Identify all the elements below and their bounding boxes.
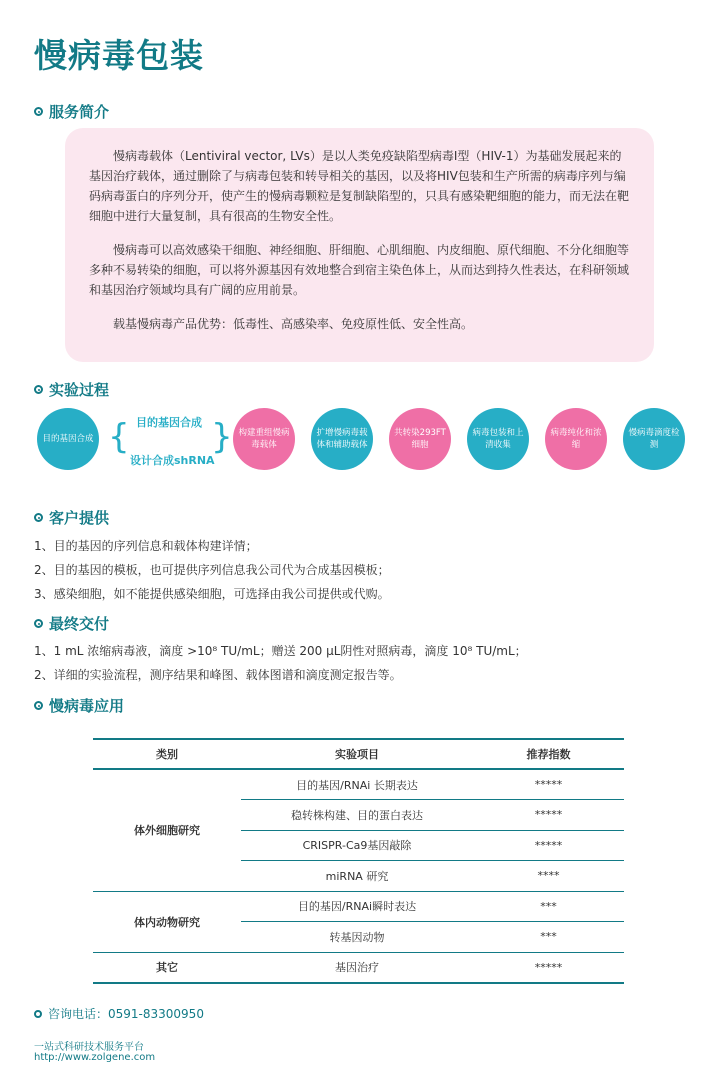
list-item: 1、1 mL 浓缩病毒液，滴度 >10⁸ TU/mL；赠送 200 µL阴性对照病毒，滴度 10⁸ TU/mL； — [34, 644, 527, 658]
table-item: CRISPR-Ca9基因敲除 — [241, 830, 473, 861]
list-item: 2、目的基因的模板，也可提供序列信息我公司代为合成基因模板； — [34, 563, 390, 577]
table-rating: ***** — [473, 800, 624, 831]
table-rating: ***** — [473, 952, 624, 983]
section-service — [34, 101, 109, 122]
section-title: 最终交付 — [49, 615, 110, 633]
footer-url[interactable]: http://www.zolgene.com — [34, 1052, 156, 1063]
table-category: 其它 — [93, 952, 241, 983]
section-title: 慢病毒应用 — [49, 697, 125, 715]
flow-step-1: 目的基因合成 — [37, 408, 99, 470]
table-row — [93, 891, 624, 922]
table-row — [93, 769, 624, 800]
table-header: 实验项目 — [241, 739, 473, 769]
section-title: 服务简介 — [49, 103, 110, 121]
list-item: 1、目的基因的序列信息和载体构建详情； — [34, 539, 258, 553]
flow-step-2: 构建重组慢病毒载体 — [233, 408, 295, 470]
bullet-icon — [34, 701, 43, 710]
list-item: 3、感染细胞，如不能提供感染细胞，可选择由我公司提供或代购。 — [34, 587, 390, 601]
bullet-icon — [34, 513, 43, 522]
table-rating: ***** — [473, 830, 624, 861]
brace-right-icon: } — [211, 417, 233, 457]
section-title: 客户提供 — [49, 509, 110, 527]
section-customer — [34, 507, 109, 528]
bullet-icon — [34, 1010, 42, 1018]
table-category: 体内动物研究 — [93, 891, 241, 952]
section-process — [34, 379, 109, 400]
table-rating: *** — [473, 891, 624, 922]
contact-phone: 咨询电话：0591-83300950 — [48, 1007, 204, 1021]
table-rating: ***** — [473, 769, 624, 800]
table-header: 推荐指数 — [473, 739, 624, 769]
flow-step-6: 病毒纯化和浓缩 — [545, 408, 607, 470]
intro-paragraph: 慢病毒载体（Lentiviral vector, LVs）是以人类免疫缺陷型病毒I型（HIV-1）为基础发展起来的基因治疗载体，通过删除了与病毒包装和转导相关的基因，以及将HIV包装和生产所需的病毒序列与编码病毒蛋白的序列分开，使产生的慢病毒颗粒是复制缺陷型的，只具有感染靶细胞的能力，而无法在靶细胞中进行大量复制，具有很高的生物安全性。 — [89, 149, 630, 223]
table-row — [93, 952, 624, 983]
table-item: 稳转株构建、目的蛋白表达 — [241, 800, 473, 831]
flow-step-7: 慢病毒滴度检测 — [623, 408, 685, 470]
section-application — [34, 695, 124, 716]
table-category: 体外细胞研究 — [93, 769, 241, 891]
table-item: 转基因动物 — [241, 922, 473, 953]
flow-step-4: 共转染293FT细胞 — [389, 408, 451, 470]
footer-slogan: 一站式科研技术服务平台 — [34, 1042, 144, 1053]
list-item: 2、详细的实验流程，测序结果和峰图、载体图谱和滴度测定报告等。 — [34, 668, 402, 682]
intro-paragraph: 载基慢病毒产品优势：低毒性、高感染率、免疫原性低、安全性高。 — [113, 317, 474, 331]
table-header-row — [93, 739, 624, 769]
bullet-icon — [34, 619, 43, 628]
page-title: 慢病毒包装 — [34, 36, 204, 75]
table-rating: **** — [473, 861, 624, 892]
table-item: 目的基因/RNAi瞬时表达 — [241, 891, 473, 922]
bullet-icon — [34, 385, 43, 394]
intro-box — [65, 128, 654, 362]
flow-step-5: 病毒包装和上清收集 — [467, 408, 529, 470]
section-title: 实验过程 — [49, 381, 110, 399]
brace-left-icon: { — [108, 417, 130, 457]
flow-branch-top: 目的基因合成 — [136, 416, 202, 429]
table-item: 目的基因/RNAi 长期表达 — [241, 769, 473, 800]
contact-line — [34, 1005, 204, 1022]
application-table — [93, 738, 624, 984]
flow-step-3: 扩增慢病毒载体和辅助载体 — [311, 408, 373, 470]
bullet-icon — [34, 107, 43, 116]
table-header: 类别 — [93, 739, 241, 769]
table-item: 基因治疗 — [241, 952, 473, 983]
table-item: miRNA 研究 — [241, 861, 473, 892]
intro-paragraph: 慢病毒可以高效感染干细胞、神经细胞、肝细胞、心肌细胞、内皮细胞、原代细胞、不分化细胞等多种不易转染的细胞，可以将外源基因有效地整合到宿主染色体上，从而达到持久性表达，在科研领域和基因治疗领域均具有广阔的应用前景。 — [89, 243, 630, 297]
section-delivery — [34, 613, 109, 634]
flow-branch-bottom: 设计合成shRNA — [130, 454, 215, 467]
table-rating: *** — [473, 922, 624, 953]
